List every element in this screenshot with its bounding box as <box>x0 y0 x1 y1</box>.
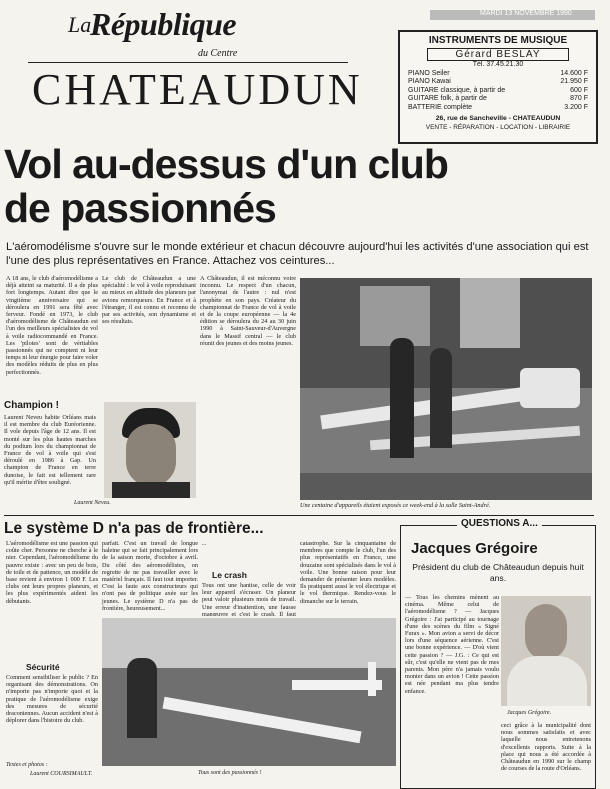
gregoire-portrait <box>501 596 591 706</box>
advertisement <box>398 30 598 144</box>
ad-item: GUITARE folk, à partir de 870 F <box>408 95 588 103</box>
questions-box <box>400 518 596 789</box>
ad-item: BATTERIE complète 3.200 F <box>408 103 588 111</box>
gregoire-caption: Jacques Grégoire. <box>507 710 552 716</box>
article-col2: Le club de Châteaudun a une spécialité : le vol à voile reproduisant au mieux en altitude des planeurs par avions remorqueurs. En France et à l'étranger, il est connu et reconnu de par ses activités, son dynamisme et ses résultats. <box>102 275 196 326</box>
credits-name: Laurent COURSIMAULT. <box>30 771 93 777</box>
exhibition-photo <box>300 278 592 500</box>
ad-item: PIANO Seiler 14.600 F <box>408 70 588 77</box>
exhibition-photo-caption: Une centaine d'appareils étaient exposés ce week-end à la salle Saint-André. <box>300 502 491 509</box>
section2-col1: L'aéromodélisme est une passion qui coûte cher. Personne ne cherche à le nier. Cependant, l'aéromodélisme du pauvre existe : avec un peu de bois, de toile et de patience, un modèle de base revient à environ 1 000 F. Les clubs ont leurs propres planeurs, et les plus expérimentés aident les débutants. <box>6 540 98 605</box>
masthead-republique: République <box>90 6 237 42</box>
credits-label: Textes et photos : <box>6 762 48 768</box>
section2-col3: ... <box>202 540 207 547</box>
section2-title: Le système D n'a pas de frontière... <box>4 520 264 537</box>
champion-text: Laurent Neveu habite Orléans mais il est membre du club Euréorienne. Il vole depuis l'âge de 12 ans. Il est monté sur les plus hautes marches du podium lors du championnat de France de vol à voile qui s'est déroulé en 1986 à Gap. Un champion de France en terre dunoise, le fait est tellement rare qu'il mérite d'être souligné. <box>4 414 96 486</box>
headline-line1: Vol au-dessus d'un club <box>4 141 448 187</box>
masthead-city: CHATEAUDUN <box>32 65 363 114</box>
ad-item: GUITARE classique, à partir de 600 F <box>408 86 588 94</box>
questions-subtitle: Président du club de Châteaudun depuis huit ans. <box>412 562 584 583</box>
date-text: MARDI 13 NOVEMBRE 1990 <box>480 10 572 17</box>
champion-portrait <box>104 402 196 498</box>
field-photo-caption: Tous sont des passionnés ! <box>198 770 262 776</box>
field-photo <box>102 618 396 766</box>
ad-address: 26, rue de Sancheville - CHATEAUDUN <box>435 115 561 123</box>
questions-end-text: ceci grâce à la municipalité dont nous sommes satisfaits et avec laquelle nous entretenons d'excellents rapports. Suite à la place qui nous a été accordée à Châteaudun en 1990 sur le champ de courses de la route d'Orléans. <box>501 722 591 773</box>
questions-text: — Tous les chemins mènent au cinéma. Même celui de l'aéromodélisme ? — Jacques Grégoire : J'ai participé au tournage d'une des scènes du film « Signé Furax ». Mon avion a servi de décor lors d'une séquence aérienne. C'est une bonne expérience. — D'où vient cette passion ? — J.G. : Ce qui est sûr, c'est qu'elle ne vient pas de mes parents. Mon père n'a jamais voulu monter dans un avion ! Cette passion est née pendant ma plus tendre enfance. <box>405 594 499 695</box>
questions-name: Jacques Grégoire <box>411 540 538 557</box>
masthead-du-centre: du Centre <box>198 48 238 59</box>
champion-title: Champion ! <box>4 400 59 411</box>
ad-services: VENTE - RÉPARATION - LOCATION - LIBRAIRIE <box>425 124 571 132</box>
article-col3: A Châteaudun, il est méconnu voire inconnu. Le respect d'un chacun, l'anonymat de l'autre : nul n'est prophète en son pays. Créateur du championnat de France de vol à voile et de la coupe européenne — la 4e édition se déroulera du 24 au 30 juin 1990 à Saint-Sauveur-d'Auvergne dans le Massif central — le club réunit des jeunes et des moins jeunes. <box>200 275 296 347</box>
champion-box <box>4 400 198 510</box>
ad-item: PIANO Kawai 21.950 F <box>408 78 588 86</box>
ad-title: INSTRUMENTS DE MUSIQUE <box>428 35 568 46</box>
questions-banner: QUESTIONS A... <box>457 518 542 529</box>
champion-caption: Laurent Neveu. <box>74 500 111 506</box>
crash-title: Le crash <box>212 570 247 580</box>
crash-text: Tous ont une hantise, celle de voir leur appareil s'écraser. Un planeur peut valoir plusieurs mois de travail. Une erreur d'inattention, une fausse manœuvre et c'est le crash. Il faut <box>202 582 296 618</box>
headline-line2: de passionnés <box>4 185 276 231</box>
article-col1: A 18 ans, le club d'aéromodélisme a déjà atteint sa maturité. Il a de plus fort longtemps. Autant dire que le vingtième anniversaire qui se déroulera en 1991 sera fêté avec ferveur. Fondé en 1973, le club d'aéromodélisme de Châteaudun est l'un des meilleurs spécialistes de vol à voile radiocommandé en France. Les 'pilotes' sont de véritables passionnés qui ne comptent ni leur temps ni leur énergie pour faire voler des modèles réduits de plus en plus perfectionnés. <box>6 275 98 376</box>
securite-title: Sécurité <box>26 662 60 672</box>
masthead <box>18 4 363 122</box>
ad-shop: Gérard BESLAY <box>427 48 569 61</box>
lead-paragraph: L'aéromodélisme s'ouvre sur le monde extérieur et chacun découvre aujourd'hui les activités d'une association qui est l'une des plus représentatives en France. Attachez vos ceintures... <box>6 241 589 267</box>
section2-col4: catastrophe. Sur la cinquantaine de membres que compte le club, l'un des plus représentatifs en France, une douzaine sont spécialisés dans le vol à voile. Une bonne raison pour leur demander de présenter leurs modèles. Ils pratiquent aussi le vol électrique et le vol thermique. Rendez-vous le dimanche sur le terrain. <box>300 540 396 605</box>
masthead-la: La <box>68 12 92 37</box>
section2-col2: parfait. C'est un travail de longue haleine qui se fait principalement lors de la saison morte, d'octobre à avril. Du côté des aéromodélistes, on regrette de ne pas travailler avec le matériel français. Il faut tout importer. C'est la faute aux constructeurs qui n'ont pas de politique axée sur les jeunes. Le système D n'a pas de frontière, heureusement... <box>102 540 198 612</box>
securite-text: Comment sensibiliser le public ? En organisant des démonstrations. On n'importe pas n'importe quoi et la pratique de l'aéromodélisme exige des mesures de sécurité draconiennes. Aucun accident n'est à déplorer dans l'histoire du club. <box>6 674 98 725</box>
ad-tel: Tél. 37.45.21.30 <box>472 61 524 68</box>
